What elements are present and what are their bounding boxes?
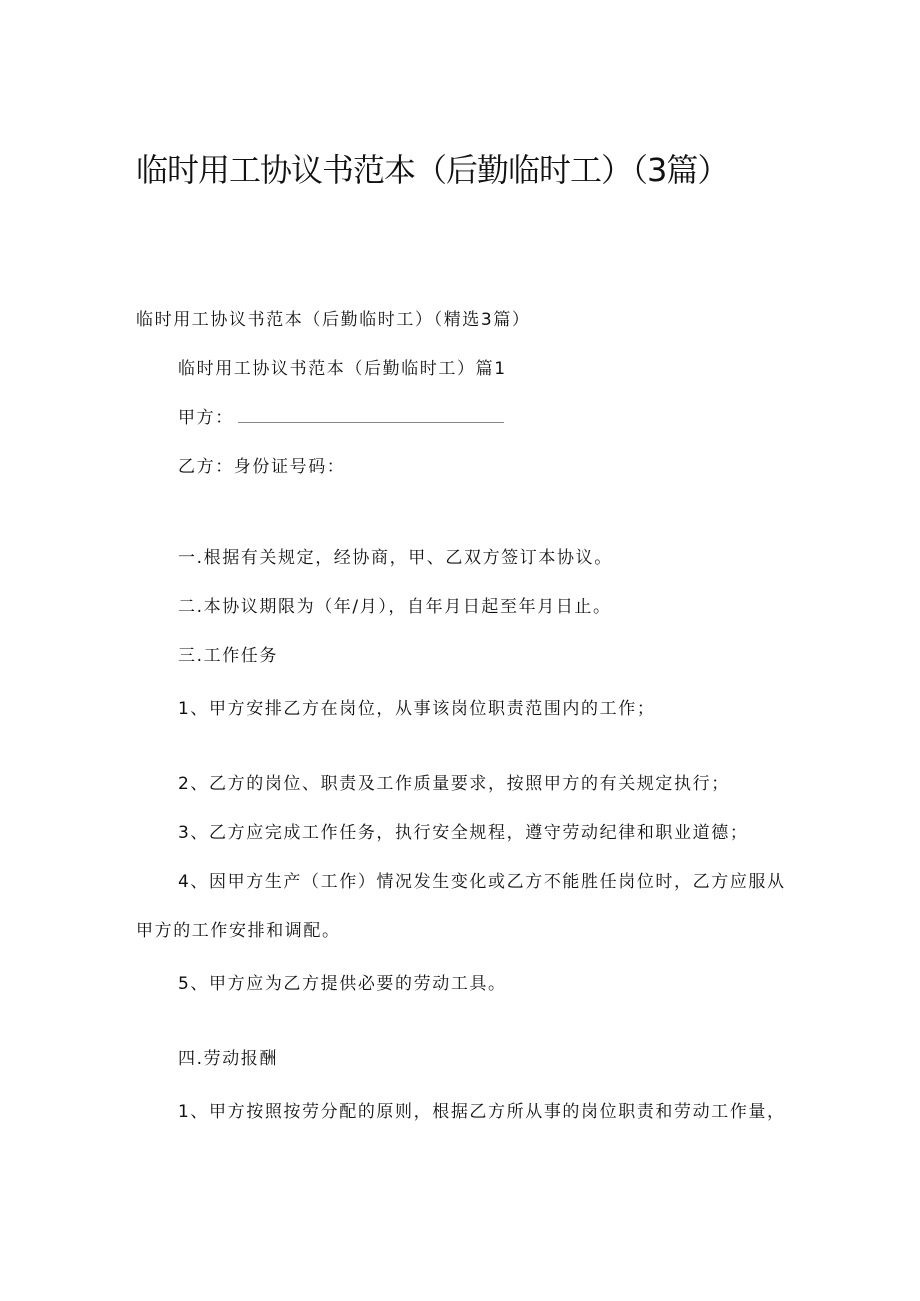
party-a-label: 甲方： <box>178 408 234 428</box>
clause-4-heading: 四.劳动报酬 <box>178 1049 279 1069</box>
clause-3-item-2: 2、乙方的岗位、职责及工作质量要求，按照甲方的有关规定执行； <box>178 774 730 794</box>
section-heading: 临时用工协议书范本（后勤临时工）篇1 <box>178 359 507 379</box>
document-title: 临时用工协议书范本（后勤临时工）（3篇） <box>136 151 729 189</box>
clause-3-item-4: 4、因甲方生产（工作）情况发生变化或乙方不能胜任岗位时，乙方应服从 <box>178 872 786 892</box>
clause-4-item-1: 1、甲方按照按劳分配的原则，根据乙方所从事的岗位职责和劳动工作量， <box>178 1102 786 1122</box>
clause-3-item-3: 3、乙方应完成工作任务，执行安全规程，遵守劳动纪律和职业道德； <box>178 823 749 843</box>
document-subtitle: 临时用工协议书范本（后勤临时工）（精选3篇） <box>136 310 531 330</box>
clause-3-item-5: 5、甲方应为乙方提供必要的劳动工具。 <box>178 974 507 994</box>
clause-3-item-1: 1、甲方安排乙方在岗位，从事该岗位职责范围内的工作； <box>178 699 656 719</box>
party-a-blank-underline <box>238 408 504 423</box>
clause-1: 一.根据有关规定，经协商，甲、乙双方签订本协议。 <box>178 548 613 568</box>
party-b-line: 乙方：身份证号码： <box>178 457 346 477</box>
clause-3-item-4-continued: 甲方的工作安排和调配。 <box>136 921 341 941</box>
party-a-line <box>178 405 504 431</box>
clause-3-heading: 三.工作任务 <box>178 646 279 666</box>
clause-2: 二.本协议期限为（年/月），自年月日起至年月日止。 <box>178 597 612 617</box>
